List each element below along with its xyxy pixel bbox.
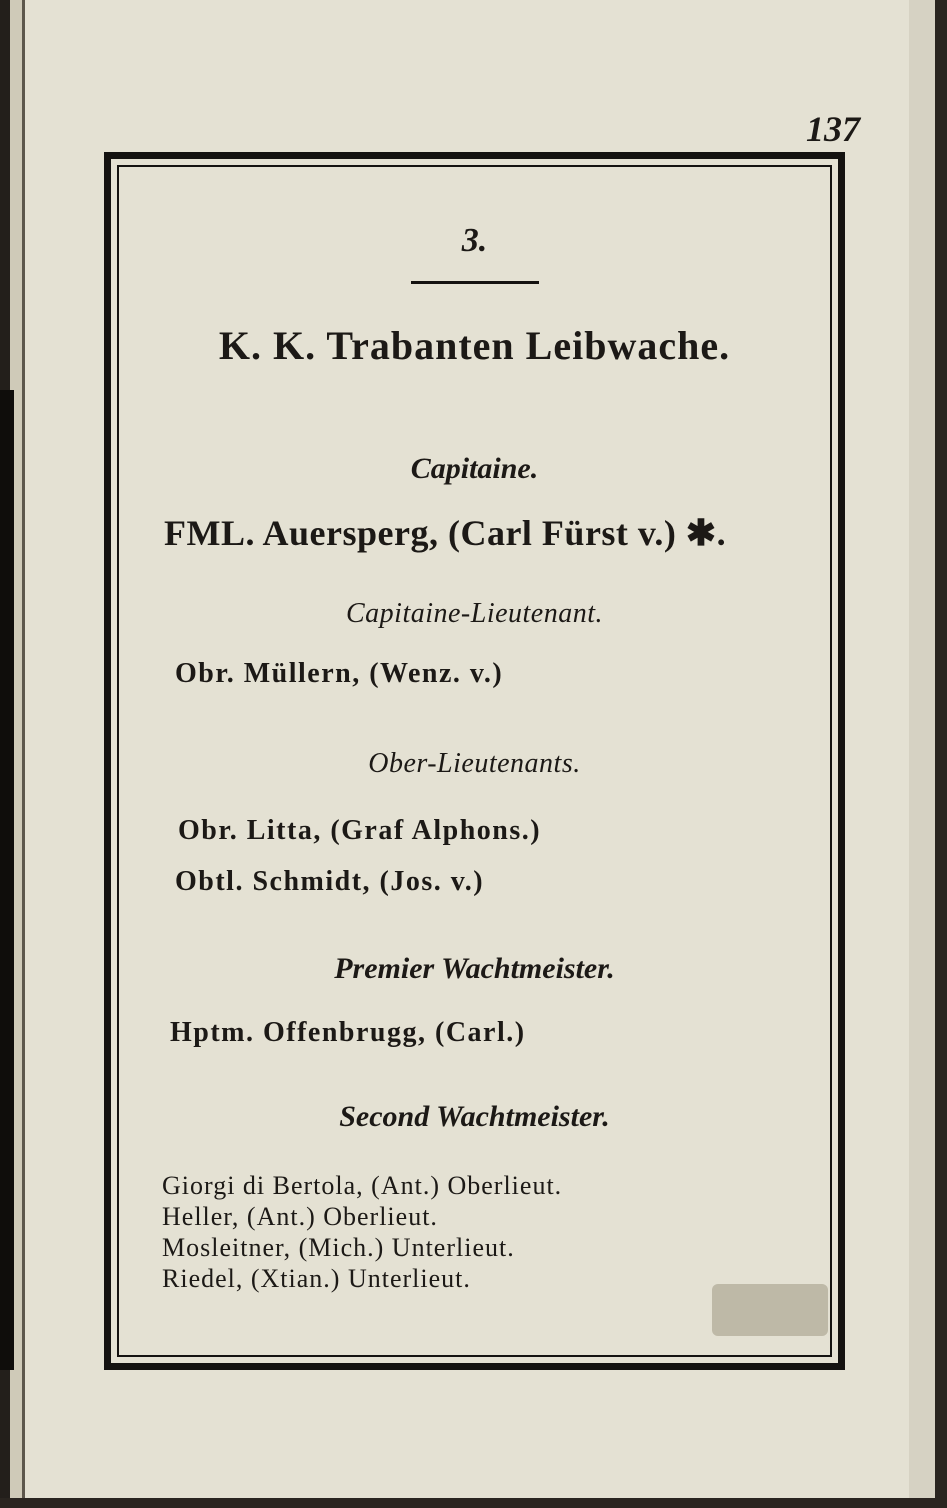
list-item: Giorgi di Bertola, (Ant.) Oberlieut. [162, 1171, 563, 1200]
list-item: Mosleitner, (Mich.) Unterlieut. [162, 1233, 515, 1262]
ober-lieutenant-entry: Obtl. Schmidt, (Jos. v.) [175, 866, 485, 897]
capitaine-lieutenant-entry: Obr. Müllern, (Wenz. v.) [175, 658, 504, 689]
scan-border-right [935, 0, 947, 1508]
capitaine-entry-text: FML. Auersperg, (Carl Fürst v.) [164, 513, 677, 553]
section-number: 3. [461, 222, 488, 259]
premier-wachtmeister-entry: Hptm. Offenbrugg, (Carl.) [170, 1017, 526, 1048]
capitaine-title: Capitaine. [410, 452, 539, 485]
page-heading: K. K. Trabanten Leibwache. [218, 323, 731, 368]
page-number: 137 [806, 109, 860, 149]
binding-shadow [0, 390, 14, 1370]
section-rule [411, 281, 539, 284]
capitaine-entry [164, 512, 726, 554]
premier-wachtmeister-title: Premier Wachtmeister. [334, 952, 615, 985]
ink-smudge [712, 1284, 828, 1336]
scan-border-bottom [0, 1498, 947, 1508]
capitaine-lieutenant-title: Capitaine-Lieutenant. [345, 598, 604, 629]
binding-line [22, 0, 25, 1508]
ober-lieutenant-entry: Obr. Litta, (Graf Alphons.) [178, 815, 542, 846]
ober-lieutenants-title: Ober-Lieutenants. [368, 748, 581, 779]
star-mark: ✱. [685, 513, 727, 553]
list-item: Riedel, (Xtian.) Unterlieut. [162, 1264, 471, 1293]
second-wachtmeister-list [162, 1170, 562, 1294]
second-wachtmeister-title: Second Wachtmeister. [339, 1100, 610, 1133]
list-item: Heller, (Ant.) Oberlieut. [162, 1202, 438, 1231]
